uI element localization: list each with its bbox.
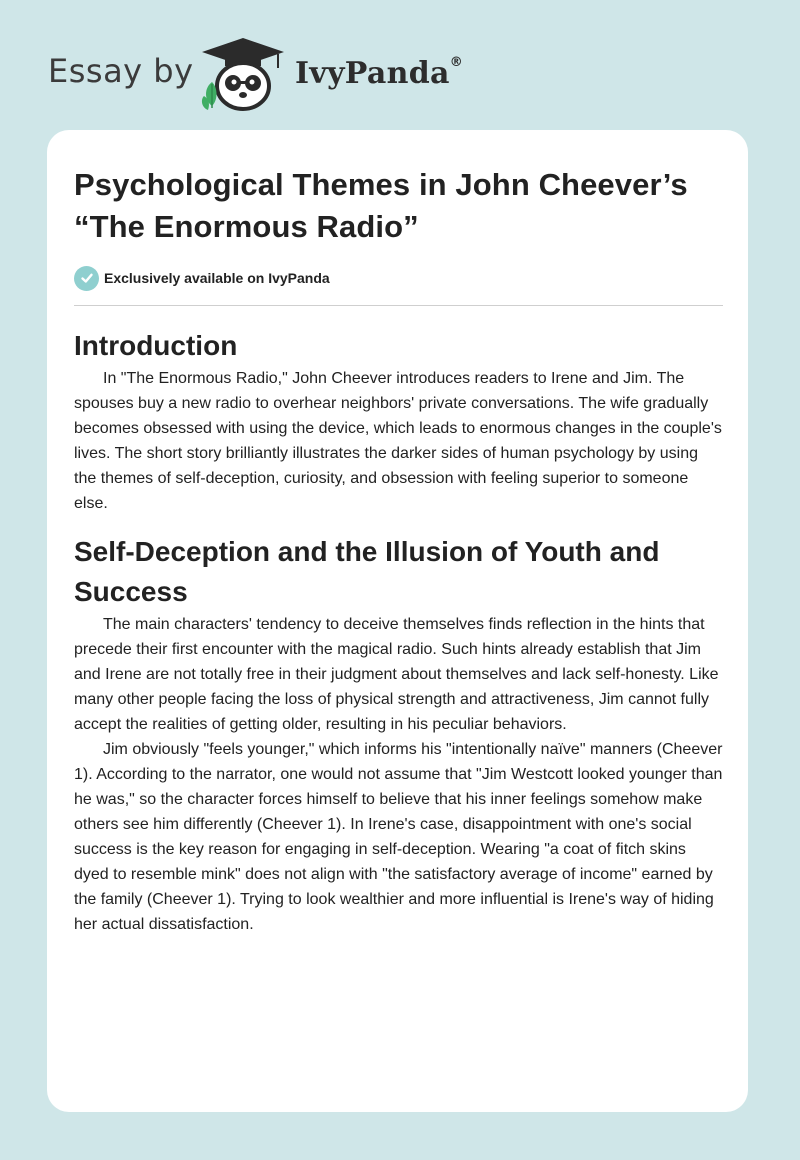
essay-card xyxy=(47,130,748,1112)
panda-graduate-icon[interactable] xyxy=(198,34,288,114)
exclusive-label: Exclusively available on IvyPanda xyxy=(104,270,330,286)
exclusive-badge xyxy=(74,263,723,293)
essay-content xyxy=(74,164,723,937)
check-icon xyxy=(74,266,99,291)
paragraph: In "The Enormous Radio," John Cheever introduces readers to Irene and Jim. The spouses buy a new radio to overhear neighbors' private conversations. The wife gradually becomes obsessed with using the device, which leads to enormous changes in the couple's lives. The short story brilliantly illustrates the darker sides of human psychology by using the themes of self-deception, curiosity, and obsession with feeling superior to someone else. xyxy=(74,370,722,512)
registered-mark: ® xyxy=(449,55,464,70)
page-title: Psychological Themes in John Cheever’s “The Enormous Radio” xyxy=(74,167,688,244)
section-heading-introduction: Introduction xyxy=(74,330,238,361)
brand-name[interactable]: IvyPanda® xyxy=(295,55,464,91)
divider xyxy=(74,305,723,306)
site-header xyxy=(48,34,748,114)
paragraph: The main characters' tendency to deceive themselves finds reflection in the hints that precede their first encounter with the magical radio. Such hints already establish that Jim and Irene are not totally free in their judgment about themselves and lack self-honesty. Like many other people facing the loss of physical strength and attractiveness, Jim cannot fully accept the realities of getting older, resulting in his peculiar behaviors. xyxy=(74,616,719,733)
section-heading-self-deception: Self-Deception and the Illusion of Youth and Success xyxy=(74,536,660,607)
essay-by-label: Essay by xyxy=(48,52,194,90)
paragraph: Jim obviously "feels younger," which informs his "intentionally naïve" manners (Cheever 1). According to the narrator, one would not assume that "Jim Westcott looked younger than he was," so the character forces himself to believe that his inner feelings somehow make others see him differently (Cheever 1). In Irene's case, disappointment with one's social success is the key reason for engaging in self-deception. Wearing "a coat of fitch skins dyed to resemble mink" does not align with "the satisfactory average of income" earned by the family (Cheever 1). Trying to look wealthier and more influential is Irene's way of hiding her actual dissatisfaction. xyxy=(74,741,723,933)
